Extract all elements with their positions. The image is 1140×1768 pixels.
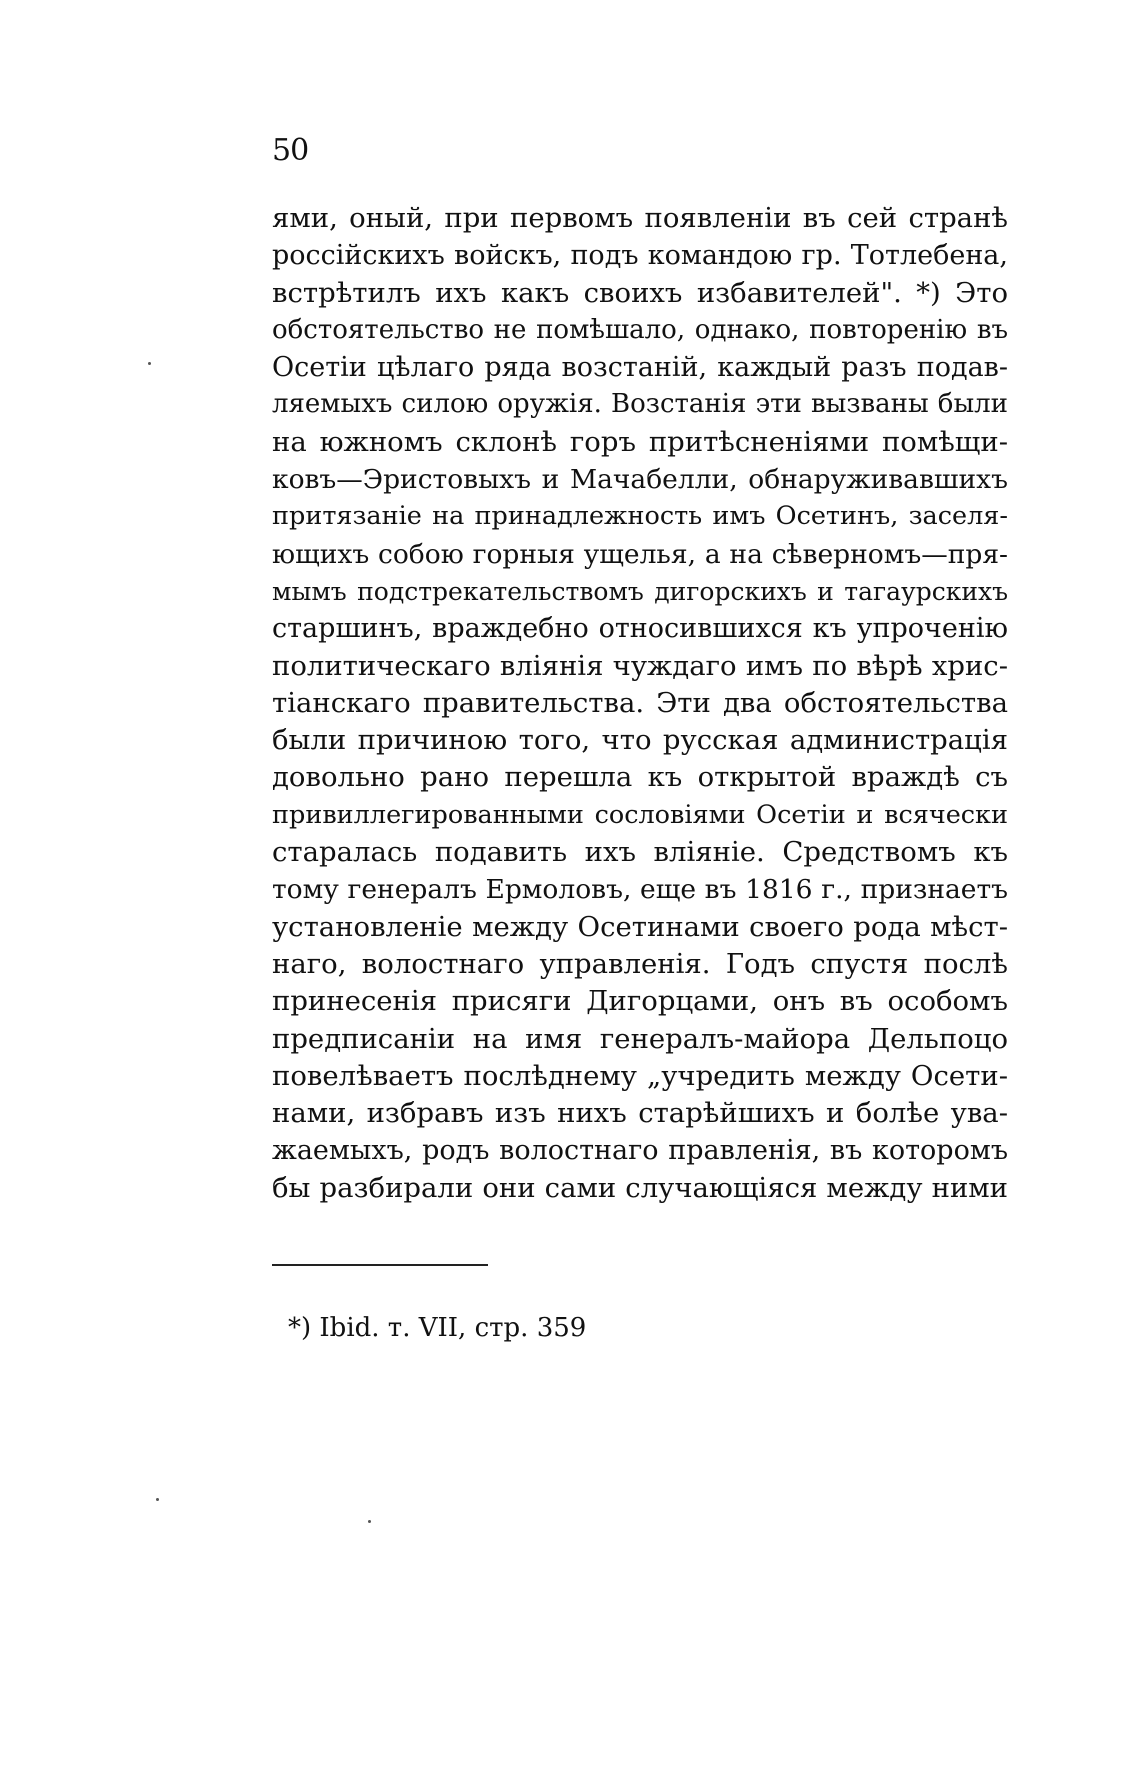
text-line: старалась подавить ихъ вліяніе. Средствомъ къ [272, 836, 1008, 869]
text-line: старшинъ, враждебно относившихся къ упроченію [272, 613, 1008, 645]
text-line: нами, избравъ изъ нихъ старѣйшихъ и болѣе ува- [272, 1097, 1008, 1130]
text-line: ющихъ собою горныя ущелья, а на сѣверномъ—пря- [272, 538, 1008, 570]
scan-speck [156, 1498, 159, 1501]
text-line: ковъ—Эристовыхъ и Мачабелли, обнаруживавшихъ [272, 464, 1008, 496]
text-line: политическаго вліянія чуждаго имъ по вѣрѣ хрис- [272, 649, 1008, 682]
text-line: установленіе между Осетинами своего рода мѣст- [272, 910, 1008, 943]
text-line: предписаніи на имя генералъ-майора Дельпоцо [272, 1022, 1008, 1055]
text-line: тіанскаго правительства. Эти два обстоятельства [272, 686, 1008, 719]
text-line: бы разбирали они сами случающіяся между ними [272, 1171, 1008, 1204]
footnote-rule [272, 1264, 488, 1266]
text-line: мымъ подстрекательствомъ дигорскихъ и тагаурскихъ [272, 576, 1008, 606]
page-number: 50 [272, 133, 309, 168]
text-line: Осетіи цѣлаго ряда возстаній, каждый разъ подав- [272, 352, 1008, 384]
text-line: жаемыхъ, родъ волостнаго правленія, въ которомъ [272, 1135, 1008, 1167]
text-line: тому генералъ Ермоловъ, еще въ 1816 г., признаетъ [272, 874, 1008, 906]
text-line: ляемыхъ силою оружія. Возстанія эти вызваны были [272, 389, 1008, 420]
text-line: были причиною того, что русская администрація [272, 724, 1008, 757]
scan-speck [368, 1520, 371, 1523]
text-line: довольно рано перешла къ открытой враждѣ съ [272, 761, 1008, 794]
text-line: ями, оный, при первомъ появленіи въ сей странѣ [272, 202, 1008, 234]
text-line: притязаніе на принадлежность имъ Осетинъ, заселя- [272, 501, 1008, 532]
text-line: на южномъ склонѣ горъ притѣсненіями помѣщи- [272, 425, 1008, 458]
text-line: встрѣтилъ ихъ какъ своихъ избавителей". *) Это [272, 276, 1008, 309]
text-line: повелѣваетъ послѣднему „учредить между Осети- [272, 1059, 1008, 1092]
text-line: привиллегированными сословіями Осетіи и всячески [272, 799, 1008, 830]
scan-speck [148, 362, 151, 365]
body-text [272, 200, 1008, 1207]
footnote: *) Ibid. т. VII, стр. 359 [288, 1313, 587, 1343]
text-line: принесенія присяги Дигорцами, онъ въ особомъ [272, 985, 1008, 1018]
text-line: наго, волостнаго управленія. Годъ спустя послѣ [272, 947, 1008, 980]
text-line: россійскихъ войскъ, подъ командою гр. Тотлебена, [272, 240, 1008, 272]
text-line: обстоятельство не помѣшало, однако, повторенію въ [272, 314, 1008, 345]
